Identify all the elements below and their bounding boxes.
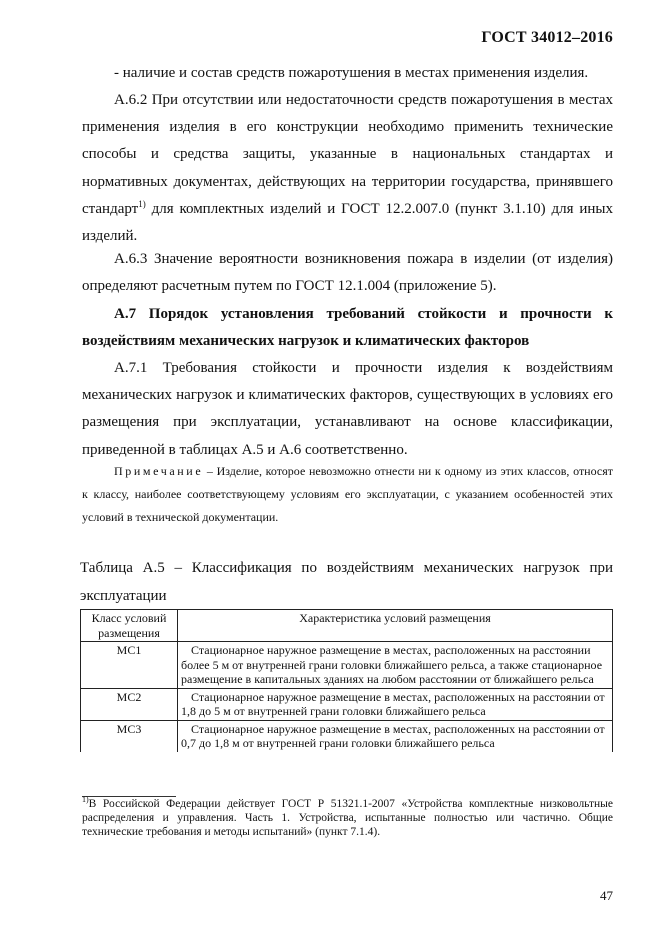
- footnote-text: В Российской Федерации действует ГОСТ Р 51321.1-2007 «Устройства комплектные низковольтные распределения и управления. Часть 1. Устройства, испытанные полностью или частично. Общие технические требования и методы испытаний» (пункт 7.1.4).: [82, 798, 613, 839]
- document-header: ГОСТ 34012–2016: [481, 29, 613, 46]
- paragraph-a-7-1: А.7.1 Требования стойкости и прочности изделия к воздействиям механических нагрузок и климатических факторов, существующих в условиях его размещения при эксплуатации, устанавливают на основе классификации, приведенной в таблицах А.5 и А.6 соответственно.: [82, 360, 613, 458]
- note-block: [82, 460, 613, 529]
- row-description: Стационарное наружное размещение в местах, расположенных на расстоянии более 5 м от внутренней грани головки ближайшего рельса, а также стационарное размещение в капитальных зданиях на любом расстоянии от ближайшего рельса: [178, 642, 613, 689]
- footnote: [82, 797, 613, 840]
- section-heading-a-7: А.7 Порядок установления требований стойкости и прочности к воздействиям механических нагрузок и климатических факторов: [82, 306, 613, 350]
- table-row: [81, 642, 613, 689]
- table-caption: Таблица А.5 – Классификация по воздействиям механических нагрузок при эксплуатации: [80, 560, 613, 604]
- note-text: – Изделие, которое невозможно отнести ни к одному из этих классов, относят к классу, наиболее соответствующему условиям его эксплуатации, с указанием особенностей этих условий в технической документации.: [82, 464, 613, 524]
- row-class: МС1: [81, 642, 178, 689]
- footnote-ref: 1): [138, 198, 146, 209]
- table-row: [81, 688, 613, 720]
- paragraph-a-6-2-text: А.6.2 При отсутствии или недостаточности средств пожаротушения в местах применения изделия в его конструкции необходимо применить технические способы и средства защиты, указанные в национальных стандартах и нормативных документах, действующих на территории государства, принявшего стандарт: [82, 92, 613, 217]
- classification-table: [80, 609, 613, 752]
- header-characteristic: Характеристика условий размещения: [178, 610, 613, 642]
- footnote-mark: 1): [82, 795, 89, 805]
- table-row: [81, 720, 613, 752]
- paragraph-a-6-2-tail: для комплектных изделий и ГОСТ 12.2.007.0 (пункт 3.1.10) для иных изделий.: [82, 200, 613, 245]
- table-header-row: [81, 610, 613, 642]
- row-description: Стационарное наружное размещение в местах, расположенных на расстоянии от 0,7 до 1,8 м от внутренней грани головки ближайшего рельса: [178, 720, 613, 752]
- paragraph-a-6-2: [82, 87, 613, 250]
- note-label: Примечание: [114, 464, 204, 478]
- paragraph-fire-extinguishing: - наличие и состав средств пожаротушения в местах применения изделия.: [114, 65, 589, 81]
- header-class: Класс условий размещения: [81, 610, 178, 642]
- row-class: МС3: [81, 720, 178, 752]
- row-description: Стационарное наружное размещение в местах, расположенных на расстоянии от 1,8 до 5 м от внутренней грани головки ближайшего рельса: [178, 688, 613, 720]
- row-class: МС2: [81, 688, 178, 720]
- page-number: 47: [600, 888, 613, 903]
- paragraph-a-6-3: А.6.3 Значение вероятности возникновения пожара в изделии (от изделия) определяют расчетным путем по ГОСТ 12.1.004 (приложение 5).: [82, 251, 613, 295]
